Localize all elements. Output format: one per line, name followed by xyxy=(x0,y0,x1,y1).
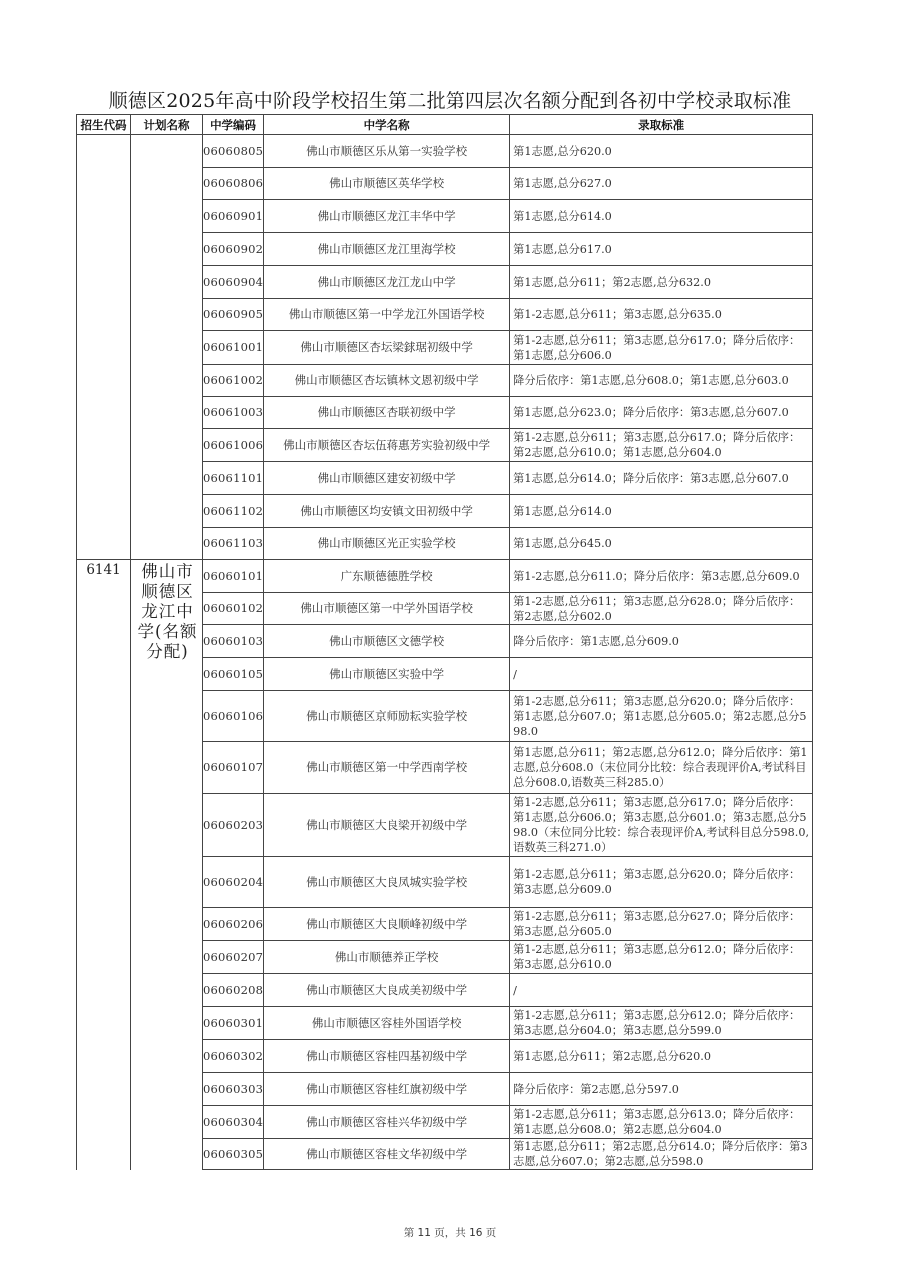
criteria-cell: 第1志愿,总分614.0 xyxy=(510,495,813,528)
school-name-cell: 佛山市顺德区杏坛镇林文恩初级中学 xyxy=(264,365,510,397)
school-code-cell: 06060905 xyxy=(203,299,264,331)
criteria-cell: 降分后依序：第1志愿,总分608.0；第1志愿,总分603.0 xyxy=(510,365,813,397)
school-name-cell: 佛山市顺德区大良成美初级中学 xyxy=(264,974,510,1007)
school-name-cell: 广东顺德德胜学校 xyxy=(264,560,510,593)
school-name-cell: 佛山市顺德区大良凤城实验学校 xyxy=(264,857,510,908)
header-school-name: 中学名称 xyxy=(264,115,510,135)
school-code-cell: 06060904 xyxy=(203,266,264,299)
criteria-cell: 第1-2志愿,总分611；第3志愿,总分617.0；降分后依序：第1志愿,总分606.0；第3志愿,总分601.0；第3志愿,总分598.0（末位同分比较：综合表现评价A,考试科目总分598.0,语数英三科271.0） xyxy=(510,794,813,857)
school-name-cell: 佛山市顺德区杏联初级中学 xyxy=(264,397,510,429)
school-code-cell: 06061003 xyxy=(203,397,264,429)
criteria-cell: 第1志愿,总分645.0 xyxy=(510,528,813,560)
school-code-cell: 06060101 xyxy=(203,560,264,593)
criteria-cell: 第1志愿,总分614.0 xyxy=(510,200,813,233)
school-name-cell: 佛山市顺德区京师励耘实验学校 xyxy=(264,691,510,742)
header-criteria: 录取标准 xyxy=(510,115,813,135)
criteria-cell: 第1-2志愿,总分611；第3志愿,总分612.0；降分后依序：第3志愿,总分610.0 xyxy=(510,941,813,974)
school-code-cell: 06060107 xyxy=(203,742,264,794)
school-name-cell: 佛山市顺德区容桂红旗初级中学 xyxy=(264,1073,510,1106)
page-title: 顺德区2025年高中阶段学校招生第二批第四层次名额分配到各初中学校录取标准 xyxy=(108,90,792,112)
page-footer: 第 11 页，共 16 页 xyxy=(403,1227,497,1239)
school-name-cell: 佛山市顺德区龙江丰华中学 xyxy=(264,200,510,233)
school-code-cell: 06060105 xyxy=(203,658,264,691)
school-name-cell: 佛山市顺德区容桂四基初级中学 xyxy=(264,1040,510,1073)
school-name-cell: 佛山市顺德区第一中学外国语学校 xyxy=(264,593,510,625)
criteria-cell: / xyxy=(510,974,813,1007)
school-code-cell: 06060305 xyxy=(203,1139,264,1170)
header-school-code: 中学编码 xyxy=(203,115,264,135)
criteria-cell: 第1志愿,总分614.0；降分后依序：第3志愿,总分607.0 xyxy=(510,462,813,495)
school-code-cell: 06060901 xyxy=(203,200,264,233)
criteria-cell: 第1志愿,总分611；第2志愿,总分612.0；降分后依序：第1志愿,总分608.0（末位同分比较：综合表现评价A,考试科目总分608.0,语数英三科285.0） xyxy=(510,742,813,794)
enroll-code-cell: 6141 xyxy=(77,560,131,1170)
school-name-cell: 佛山市顺德区大良梁开初级中学 xyxy=(264,794,510,857)
criteria-cell: 第1志愿,总分611；第2志愿,总分632.0 xyxy=(510,266,813,299)
school-code-cell: 06060206 xyxy=(203,908,264,941)
school-code-cell: 06060304 xyxy=(203,1106,264,1139)
admission-table xyxy=(76,114,813,1170)
criteria-cell: 第1志愿,总分617.0 xyxy=(510,233,813,266)
school-name-cell: 佛山市顺德区杏坛梁銶琚初级中学 xyxy=(264,331,510,365)
school-code-cell: 06060301 xyxy=(203,1007,264,1040)
criteria-cell: 第1-2志愿,总分611；第3志愿,总分620.0；降分后依序：第1志愿,总分607.0；第1志愿,总分605.0；第2志愿,总分598.0 xyxy=(510,691,813,742)
school-name-cell: 佛山市顺德区龙江龙山中学 xyxy=(264,266,510,299)
school-code-cell: 06060302 xyxy=(203,1040,264,1073)
school-code-cell: 06060102 xyxy=(203,593,264,625)
school-name-cell: 佛山市顺德区文德学校 xyxy=(264,625,510,658)
plan-name-cell xyxy=(131,135,203,560)
school-name-cell: 佛山市顺德区实验中学 xyxy=(264,658,510,691)
school-code-cell: 06060103 xyxy=(203,625,264,658)
criteria-cell: 第1志愿,总分611；第2志愿,总分614.0；降分后依序：第3志愿,总分607.0；第2志愿,总分598.0 xyxy=(510,1139,813,1170)
school-code-cell: 06060204 xyxy=(203,857,264,908)
criteria-cell: 第1-2志愿,总分611.0；降分后依序：第3志愿,总分609.0 xyxy=(510,560,813,593)
header-enroll-code: 招生代码 xyxy=(77,115,131,135)
school-code-cell: 06060207 xyxy=(203,941,264,974)
school-code-cell: 06060203 xyxy=(203,794,264,857)
criteria-cell: 降分后依序：第1志愿,总分609.0 xyxy=(510,625,813,658)
criteria-cell: 第1志愿,总分611；第2志愿,总分620.0 xyxy=(510,1040,813,1073)
criteria-cell: 第1-2志愿,总分611；第3志愿,总分620.0；降分后依序：第3志愿,总分609.0 xyxy=(510,857,813,908)
criteria-cell: 第1-2志愿,总分611；第3志愿,总分628.0；降分后依序：第2志愿,总分602.0 xyxy=(510,593,813,625)
criteria-cell: 第1志愿,总分627.0 xyxy=(510,168,813,200)
header-plan-name: 计划名称 xyxy=(131,115,203,135)
school-code-cell: 06061001 xyxy=(203,331,264,365)
school-code-cell: 06060805 xyxy=(203,135,264,168)
enroll-code-cell xyxy=(77,135,131,560)
criteria-cell: 第1-2志愿,总分611；第3志愿,总分635.0 xyxy=(510,299,813,331)
school-name-cell: 佛山市顺德区第一中学龙江外国语学校 xyxy=(264,299,510,331)
school-code-cell: 06061101 xyxy=(203,462,264,495)
criteria-cell: 第1志愿,总分620.0 xyxy=(510,135,813,168)
school-code-cell: 06060303 xyxy=(203,1073,264,1106)
school-code-cell: 06061006 xyxy=(203,429,264,462)
school-name-cell: 佛山市顺德区容桂外国语学校 xyxy=(264,1007,510,1040)
school-name-cell: 佛山市顺德区乐从第一实验学校 xyxy=(264,135,510,168)
school-name-cell: 佛山市顺德区容桂兴华初级中学 xyxy=(264,1106,510,1139)
school-code-cell: 06060806 xyxy=(203,168,264,200)
school-name-cell: 佛山市顺德区容桂文华初级中学 xyxy=(264,1139,510,1170)
criteria-cell: 第1志愿,总分623.0；降分后依序：第3志愿,总分607.0 xyxy=(510,397,813,429)
school-name-cell: 佛山市顺德区光正实验学校 xyxy=(264,528,510,560)
criteria-cell: 第1-2志愿,总分611；第3志愿,总分612.0；降分后依序：第3志愿,总分604.0；第3志愿,总分599.0 xyxy=(510,1007,813,1040)
plan-name-cell: 佛山市顺德区龙江中学(名额分配) xyxy=(131,560,203,1170)
school-code-cell: 06060208 xyxy=(203,974,264,1007)
criteria-cell: 第1-2志愿,总分611；第3志愿,总分617.0；降分后依序：第2志愿,总分610.0；第1志愿,总分604.0 xyxy=(510,429,813,462)
table-row xyxy=(77,135,813,168)
criteria-cell: 第1-2志愿,总分611；第3志愿,总分613.0；降分后依序：第1志愿,总分608.0；第2志愿,总分604.0 xyxy=(510,1106,813,1139)
school-name-cell: 佛山市顺德区英华学校 xyxy=(264,168,510,200)
criteria-cell: 第1-2志愿,总分611；第3志愿,总分627.0；降分后依序：第3志愿,总分605.0 xyxy=(510,908,813,941)
school-name-cell: 佛山市顺德养正学校 xyxy=(264,941,510,974)
school-code-cell: 06061103 xyxy=(203,528,264,560)
school-name-cell: 佛山市顺德区建安初级中学 xyxy=(264,462,510,495)
school-code-cell: 06060902 xyxy=(203,233,264,266)
school-code-cell: 06061102 xyxy=(203,495,264,528)
school-code-cell: 06061002 xyxy=(203,365,264,397)
criteria-cell: 降分后依序：第2志愿,总分597.0 xyxy=(510,1073,813,1106)
school-name-cell: 佛山市顺德区第一中学西南学校 xyxy=(264,742,510,794)
school-name-cell: 佛山市顺德区杏坛伍蒋惠芳实验初级中学 xyxy=(264,429,510,462)
school-code-cell: 06060106 xyxy=(203,691,264,742)
table-header-row xyxy=(77,115,813,135)
criteria-cell: 第1-2志愿,总分611；第3志愿,总分617.0；降分后依序：第1志愿,总分606.0 xyxy=(510,331,813,365)
school-name-cell: 佛山市顺德区均安镇文田初级中学 xyxy=(264,495,510,528)
school-name-cell: 佛山市顺德区大良顺峰初级中学 xyxy=(264,908,510,941)
criteria-cell: / xyxy=(510,658,813,691)
table-row xyxy=(77,560,813,593)
school-name-cell: 佛山市顺德区龙江里海学校 xyxy=(264,233,510,266)
